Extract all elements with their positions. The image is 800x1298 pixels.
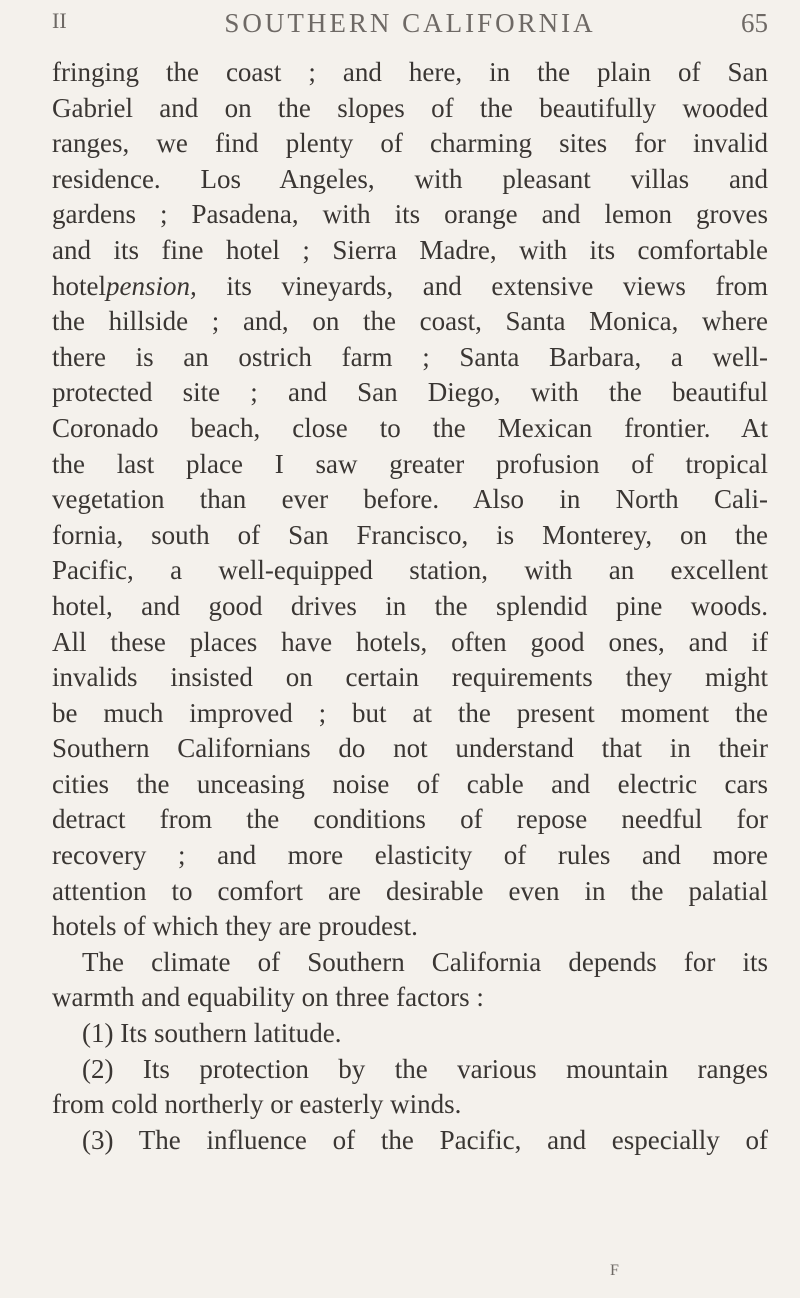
text-line: Gabriel and on the slopes of the beautifully wooded [52, 92, 768, 123]
text-line: gardens ; Pasadena, with its orange and lemon groves [52, 199, 768, 230]
running-head [52, 8, 768, 48]
text-line: residence. Los Angeles, with pleasant villas and [52, 163, 768, 194]
text-line: vegetation than ever before. Also in North Cali- [52, 484, 768, 515]
text-line: be much improved ; but at the present moment the [52, 697, 768, 728]
text-line: there is an ostrich farm ; Santa Barbara, a well- [52, 341, 768, 372]
text-line: All these places have hotels, often good ones, and if [52, 626, 768, 657]
signature-mark: F [610, 1262, 619, 1279]
italic-word: pension, [106, 270, 197, 301]
text-line: invalids insisted on certain requirements they might [52, 662, 768, 693]
text-line: (2) Its protection by the various mountain ranges [82, 1053, 768, 1084]
text-line: Southern Californians do not understand that in their [52, 733, 768, 764]
text-fragment: hotel [52, 270, 106, 301]
folio-mark: II [52, 8, 67, 33]
text-line: protected site ; and San Diego, with the beautiful [52, 377, 768, 408]
text-fragment: its vineyards, and extensive views from [226, 270, 769, 301]
text-line: hotels of which they are proudest. [52, 911, 418, 942]
text-line: detract from the conditions of repose needful for [52, 804, 768, 835]
text-line [52, 269, 768, 305]
text-line: hotel, and good drives in the splendid pine woods. [52, 590, 768, 621]
text-line: attention to comfort are desirable even in the palatial [52, 875, 768, 906]
text-line: Coronado beach, close to the Mexican frontier. At [52, 412, 768, 443]
text-line: the last place I saw greater profusion of tropical [52, 448, 768, 479]
body-text [52, 55, 768, 1158]
text-line: fornia, south of San Francisco, is Monterey, on the [52, 519, 768, 550]
text-line: cities the unceasing noise of cable and electric cars [52, 768, 768, 799]
text-line: recovery ; and more elasticity of rules and more [52, 840, 768, 871]
text-line: fringing the coast ; and here, in the plain of San [52, 57, 768, 87]
text-line: the hillside ; and, on the coast, Santa Monica, where [52, 306, 768, 337]
running-title: SOUTHERN CALIFORNIA [224, 8, 596, 38]
text-line: (3) The influence of the Pacific, and especially of [82, 1124, 768, 1155]
text-line: The climate of Southern California depends for its [82, 946, 768, 977]
text-line: from cold northerly or easterly winds. [52, 1089, 462, 1120]
text-line: (1) Its southern latitude. [82, 1018, 342, 1049]
text-line: ranges, we find plenty of charming sites for invalid [52, 128, 768, 159]
page-number: 65 [741, 8, 768, 38]
text-line: Pacific, a well-equipped station, with an excellent [52, 555, 768, 586]
text-line: and its fine hotel ; Sierra Madre, with its comfortable [52, 234, 768, 265]
text-line: warmth and equability on three factors : [52, 982, 484, 1013]
